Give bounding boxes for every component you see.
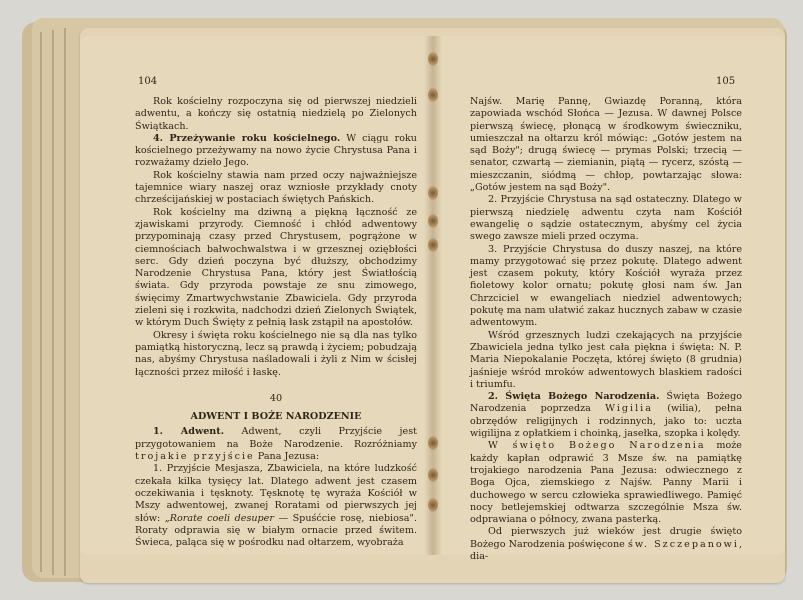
section-title: ADWENT I BOŻE NARODZENIE bbox=[190, 411, 362, 423]
binding-hole bbox=[428, 436, 438, 450]
paragraph-text: — Spuśćcie rosę, niebiosa". Roraty odprawia się w białym ornacie przed świtem. Świeca, paląca się w pośrodku nad ołtarzem, wyobraża bbox=[135, 512, 417, 549]
paragraph bbox=[135, 133, 417, 170]
paragraph bbox=[135, 463, 417, 549]
paragraph: Rok kościelny rozpoczyna się od pierwszej niedzieli adwentu, a kończy się ostatnią niedzielą po Zielonych Świątkach. bbox=[135, 96, 417, 132]
page-edge-line bbox=[40, 32, 42, 572]
paragraph-text: może każdy kapłan odprawić 3 Msze św. na pamiątkę trojakiego narodzenia Pana Jezusa: odwiecznego z Boga Ojca, ziemskiego z Najśw. Panny Marii i duchowego w sercu człowieka sprawiedliwego. Pamięć nocy betlejemskiej odtwarza szczególnie Msza św. odprawiana o północy, zwana pasterką. bbox=[470, 440, 742, 526]
paragraph-text: Święta Bożego Narodzenia poprzedza bbox=[470, 391, 742, 415]
page-number-right: 105 bbox=[716, 76, 736, 87]
paragraph: Rok kościelny stawia nam przed oczy najważniejsze tajemnice wiary naszej oraz wzniosłe przykłady cnoty chrześcijańskiej w postaciach świętych Pańskich. bbox=[135, 169, 417, 206]
spaced-text: Wigilia bbox=[605, 403, 653, 415]
spaced-text: W święto Bożego Narodzenia bbox=[488, 440, 706, 452]
right-page-text bbox=[470, 96, 742, 563]
spaced-text: św. Szczepanowi bbox=[627, 538, 739, 550]
paragraph: Wśród grzesznych ludzi czekających na przyjście Zbawiciela jedna tylko jest cała piękna i święta: N. P. Maria Niepokalanie Poczęta, której święto (8 grudnia) jaśnieje wśród mroków adwentowych blaskiem radości i triumfu. bbox=[470, 329, 742, 390]
binding-hole bbox=[428, 52, 438, 66]
left-page-text bbox=[135, 96, 417, 549]
binding-hole bbox=[428, 498, 438, 512]
binding-hole bbox=[428, 238, 438, 252]
subsection-heading: 1. Adwent. bbox=[153, 426, 225, 438]
page-edge-line bbox=[64, 28, 66, 576]
latin-quote: Rorate coeli desuper bbox=[169, 512, 274, 524]
paragraph-text: W ciągu roku kościelnego przeżywamy na nowo życie Chrystusa Pana i rozważamy dzieło Jego. bbox=[135, 132, 417, 169]
paragraph: 3. Przyjście Chrystusa do duszy naszej, na które mamy przygotować się przez pokutę. Dlatego adwent jest czasem pokuty, który Kościół wyraża przez fioletowy kolor ornatu; pokutę głosi nam św. Jan Chrzciciel w ewangeliach niedziel adwentowych; pokutę ma nam ułatwić zakaz hucznych zabaw w czasie adwentowym. bbox=[470, 243, 742, 329]
paragraph-text: (wilia), pełna obrzędów religijnych i rodzinnych, jako to: uczta wigilijna z opłatkiem i choinką, jasełka, szopka i kolędy. bbox=[470, 403, 742, 440]
paragraph-text: 1. Przyjście Mesjasza, Zbawiciela, na które ludzkość czekała kilka tysięcy lat. Dlatego adwent jest czasem oczekiwania i tęsknoty. Tęsknotę tę wyraża Kościół w Mszy adwentowej, zwanej Roratami od pierwszych jej słów: „ bbox=[135, 463, 417, 524]
section-number: 40 bbox=[269, 392, 283, 404]
page-edge-line bbox=[52, 30, 54, 575]
paragraph bbox=[470, 391, 742, 440]
section-heading: 4. Przeżywanie roku kościelnego. bbox=[153, 132, 341, 144]
spaced-text: trojakie przyjście bbox=[135, 451, 255, 463]
paragraph-text: Adwent, czyli Przyjście jest przygotowaniem na Boże Narodzenie. Rozróżniamy bbox=[135, 426, 417, 450]
paragraph-text: , dia- bbox=[470, 538, 742, 562]
paragraph bbox=[470, 440, 742, 526]
binding-hole bbox=[428, 186, 438, 200]
paragraph-text: Od pierwszych już wieków jest drugie święto Bożego Narodzenia poświęcone bbox=[470, 526, 742, 550]
binding-hole bbox=[428, 214, 438, 228]
subsection-heading: 2. Święta Bożego Narodzenia. bbox=[488, 391, 660, 403]
paragraph: Najśw. Marię Pannę, Gwiazdę Poranną, która zapowiada wschód Słońca — Jezusa. W dawnej Polsce pierwszą świecę, płonącą w środkowym świeczniku, umieszczał na ołtarzu król mówiąc: „Gotów jestem na sąd Boży"; drugą świecę — prymas Polski; trzecią — senator, czwartą — ziemianin, piątą — rycerz, szóstą — mieszczanin, siódmą — chłop, powtarzając słowa: „Gotów jestem na sąd Boży". bbox=[470, 96, 742, 194]
paragraph: 2. Przyjście Chrystusa na sąd ostateczny. Dlatego w pierwszą niedzielę adwentu czyta nam Kościół ewangelię o sądzie ostatecznym, abyśmy cel życia swego zawsze mieli przed oczyma. bbox=[470, 194, 742, 243]
paragraph: Okresy i święta roku kościelnego nie są dla nas tylko pamiątką historyczną, lecz są prawdą i życiem; pobudzają nas, abyśmy Chrystusa naśladowali i żyli z Nim w ścisłej łączności przez miłość i łaskę. bbox=[135, 329, 417, 378]
page-number-left: 104 bbox=[138, 76, 158, 87]
paragraph: Rok kościelny ma dziwną a piękną łączność ze zjawiskami przyrody. Ciemność i chłód adwentowy przypominają czasy przed Chrystusem, pogrążone w ciemnościach bałwochwalstwa i w grzesznej oziębłości serc. Gdy dzień poczyna być dłuższy, obchodzimy Narodzenie Chrystusa Pana, który jest Światłością świata. Gdy przyroda powstaje ze snu zimowego, święcimy Zmartwychwstanie Zbawiciela. Gdy przyroda zieleni się i rozkwita, nadchodzi dzień Zielonych Świątek, w którym Duch Święty z pełnią łask zstąpił na apostołów. bbox=[135, 206, 417, 329]
paragraph bbox=[470, 526, 742, 563]
binding-hole bbox=[428, 468, 438, 482]
paragraph-text: Pana Jezusa: bbox=[254, 451, 320, 463]
binding-hole bbox=[428, 88, 438, 102]
paragraph bbox=[135, 426, 417, 463]
